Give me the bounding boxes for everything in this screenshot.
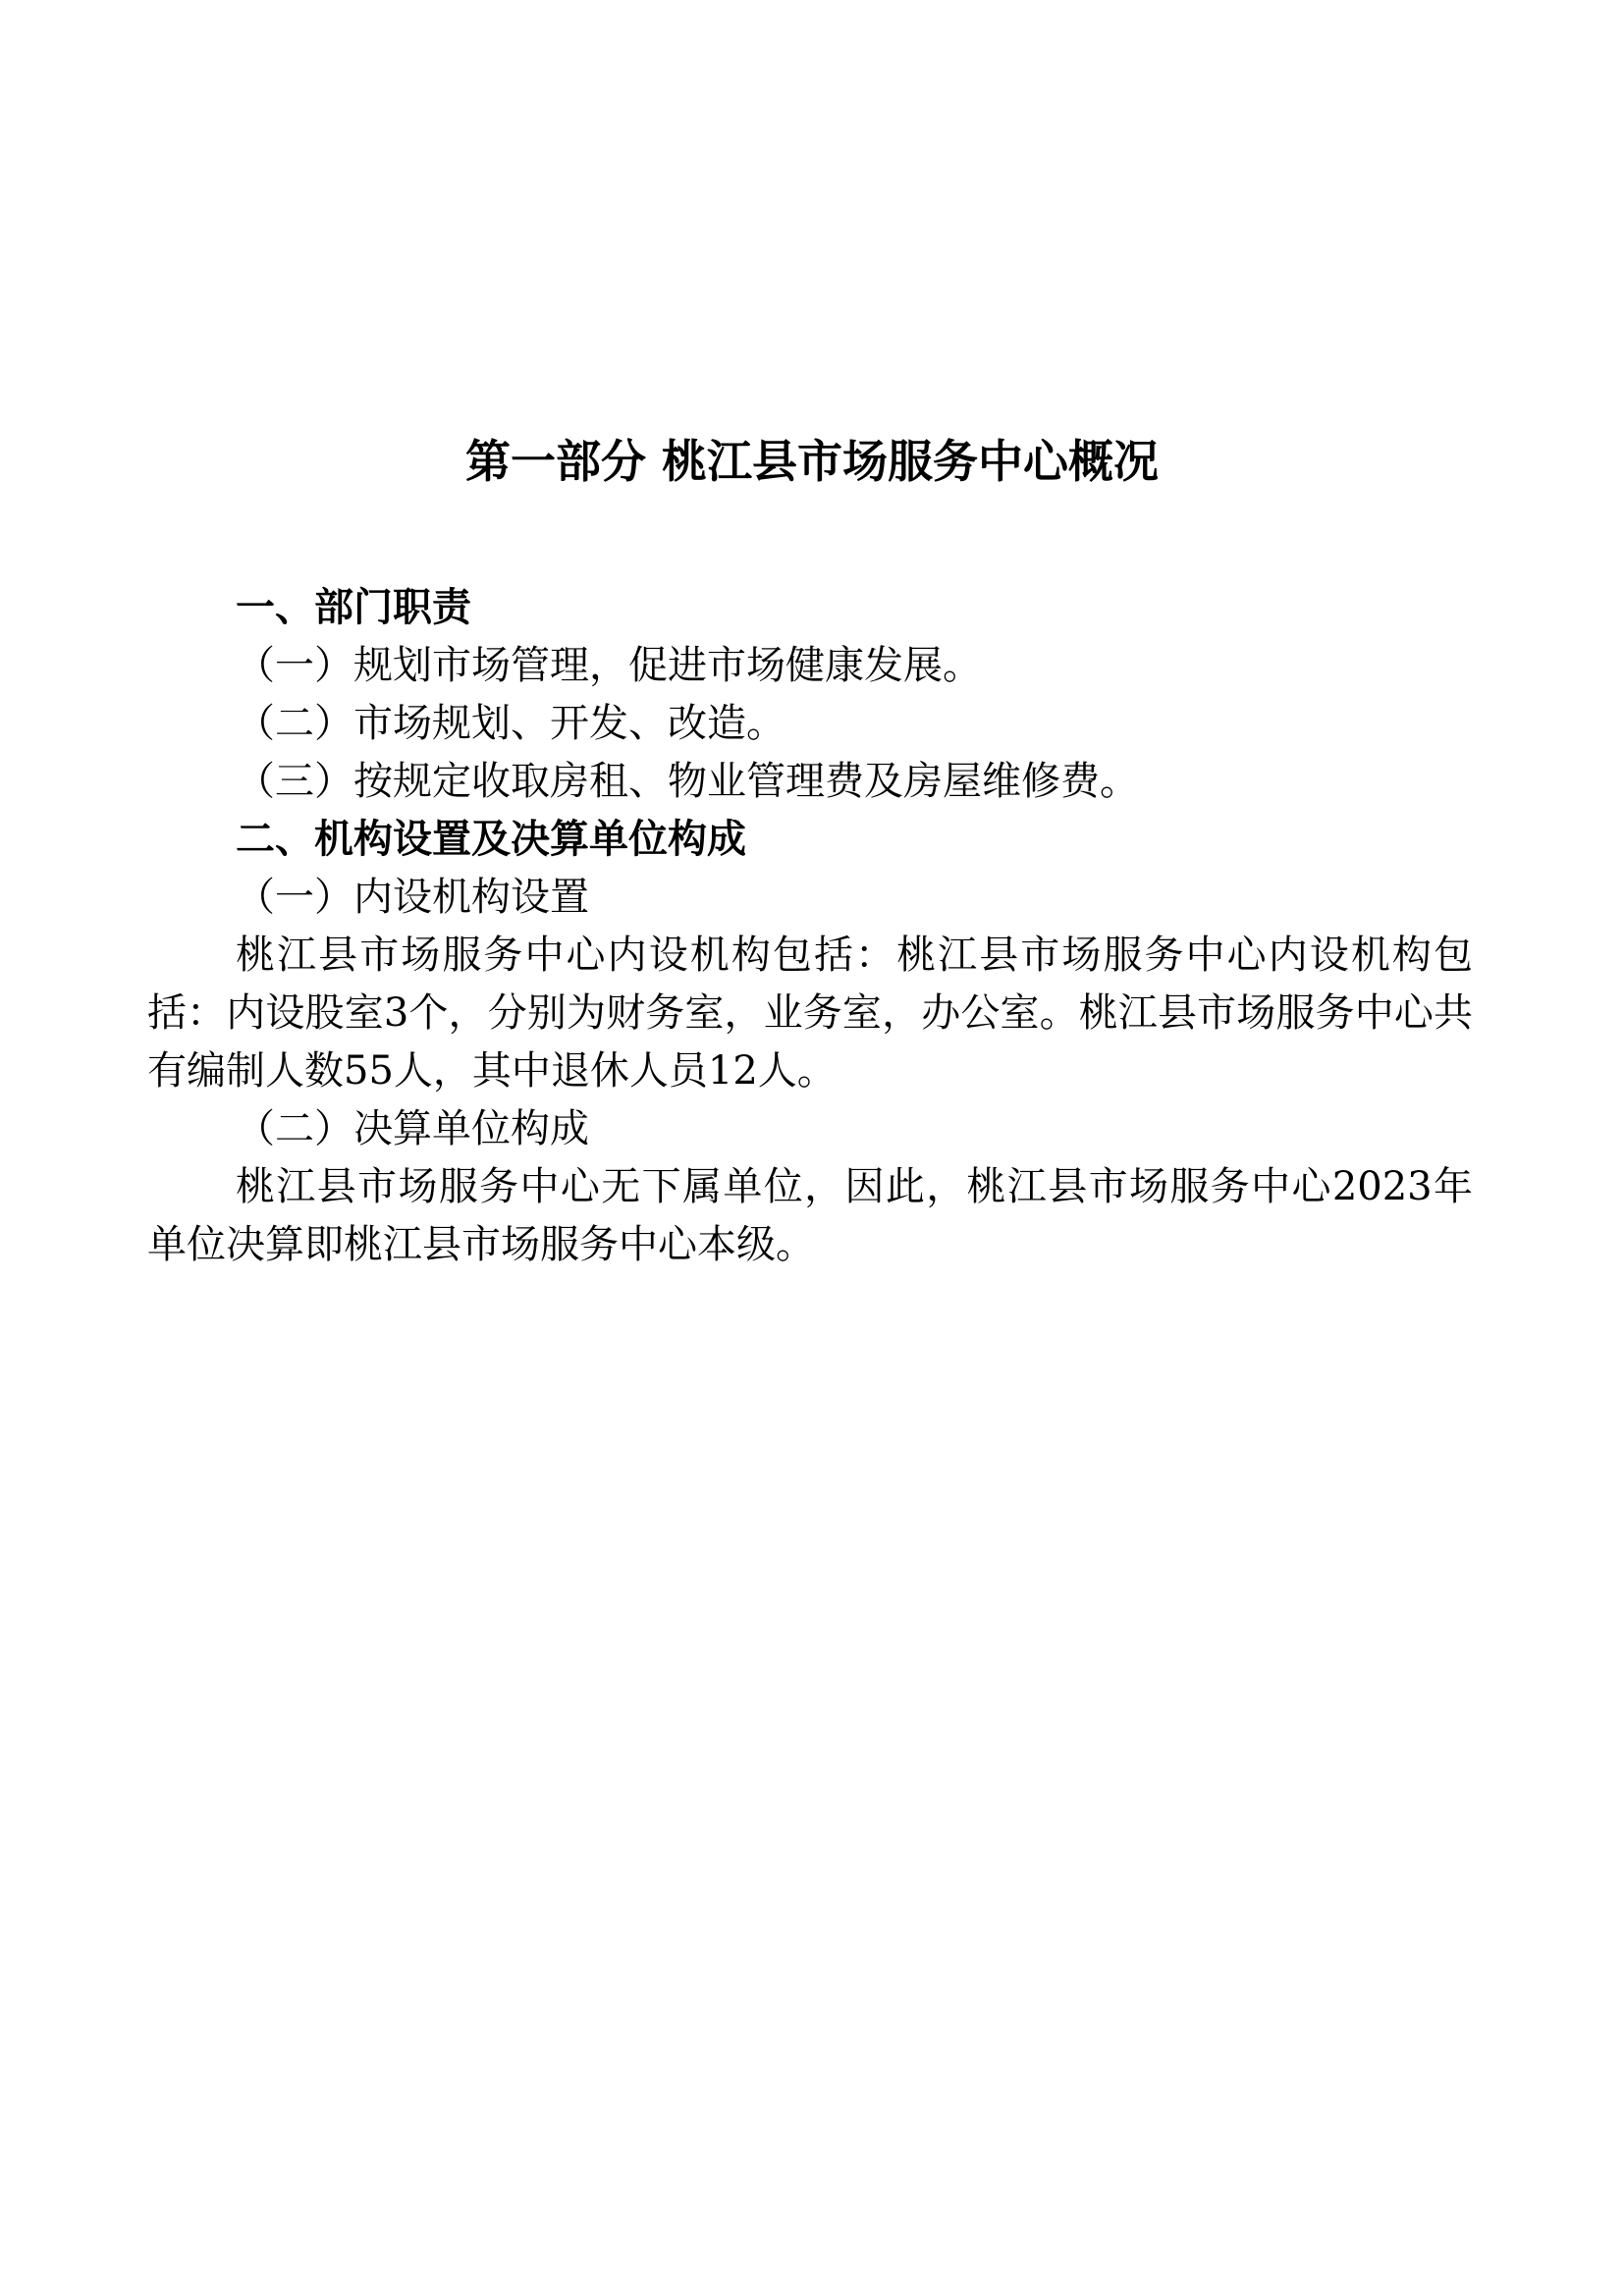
section-heading-organization: 二、机构设置及决算单位构成 <box>236 817 746 862</box>
subsection-heading-accounting-units: （二）决算单位构成 <box>236 1106 589 1151</box>
accounting-units-paragraph: 桃江县市场服务中心无下属单位，因此，桃江县市场服务中心2023年单位决算即桃江县市场服务中心本级。 <box>147 1164 1473 1267</box>
document-title: 第一部分 桃江县市场服务中心概况 <box>464 435 1159 488</box>
duty-item-2: （二）市场规划、开发、改造。 <box>236 701 785 746</box>
section-heading-duties: 一、部门职责 <box>236 585 471 630</box>
internal-structure-paragraph: 桃江县市场服务中心内设机构包括：桃江县市场服务中心内设机构包括：内设股室3个，分别为财务室，业务室，办公室。桃江县市场服务中心共有编制人数55人，其中退休人员12人。 <box>147 933 1473 1094</box>
duty-item-1: （一）规划市场管理，促进市场健康发展。 <box>236 643 982 688</box>
duty-item-3: （三）按规定收取房租、物业管理费及房屋维修费。 <box>236 759 1139 804</box>
document-body <box>147 579 1473 1274</box>
subsection-heading-internal-structure: （一）内设机构设置 <box>236 875 589 920</box>
